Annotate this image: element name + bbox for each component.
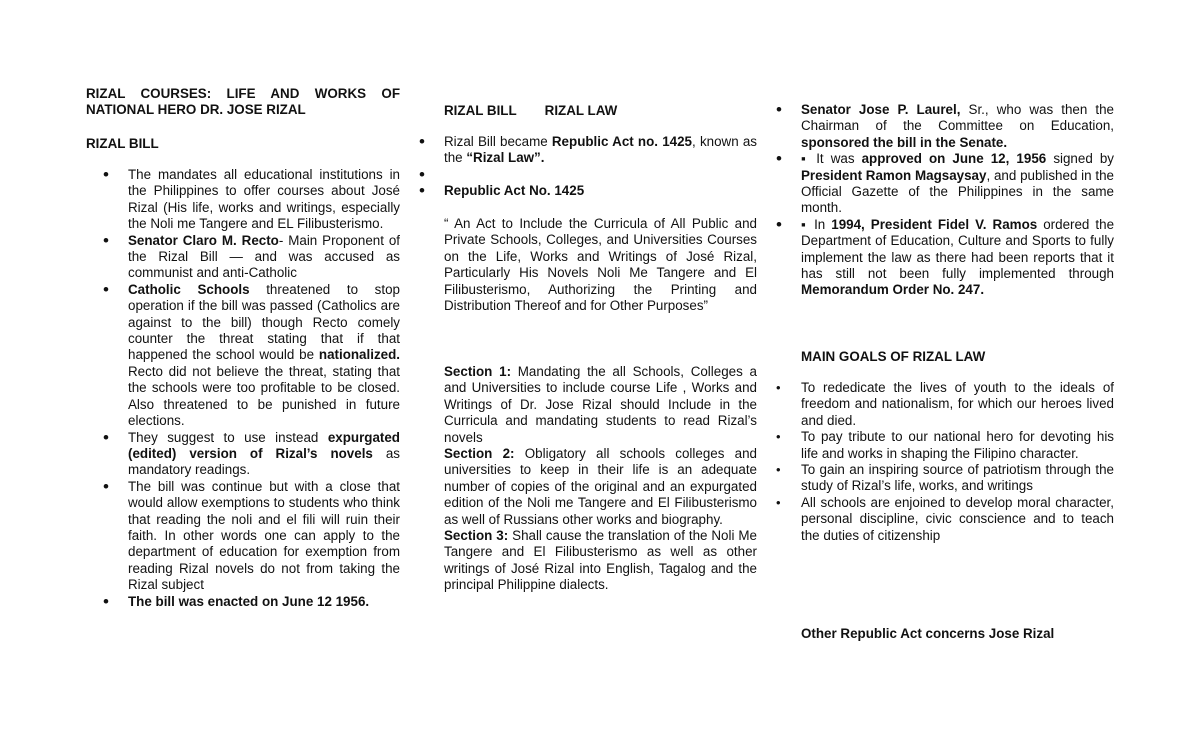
list-item: • They suggest to use instead expurgated (edited) version of Rizal’s novels as mandatory readings. bbox=[86, 430, 400, 479]
section-2: Section 2: Obligatory all schools colleges and universities to keep in their life is an adequate number of copies of the original and an expurgated edition of the Noli me Tangere and El Filibusterismo as well of Russians other works and biography. bbox=[444, 446, 757, 527]
list-item bbox=[402, 167, 757, 183]
other-acts-heading: Other Republic Act concerns Jose Rizal bbox=[801, 626, 1055, 641]
list-item: • Republic Act No. 1425 bbox=[402, 183, 757, 199]
list-item: • The bill was continue but with a close that would allow exemptions to students who think that reading the noli and el fili will ruin their faith. In other words one can apply to the department of education for exemption from reading Rizal novels do not from taking the Rizal subject bbox=[86, 479, 400, 594]
laurel-list bbox=[759, 102, 1114, 299]
list-item: • Senator Claro M. Recto- Main Proponent of the Rizal Bill — and was accused as communist and anti-Catholic bbox=[86, 233, 400, 282]
list-item: • The mandates all educational institutions in the Philippines to offer courses about José Rizal (His life, works and writings, especially the Noli me Tangere and EL Filibusterismo. bbox=[86, 167, 400, 233]
sections-block bbox=[444, 364, 757, 594]
main-goals-heading: MAIN GOALS OF RIZAL LAW bbox=[801, 349, 986, 364]
list-item: • To rededicate the lives of youth to the ideals of freedom and nationalism, for which our heroes lived and died. bbox=[759, 380, 1114, 429]
section-3: Section 3: Shall cause the translation of the Noli Me Tangere and El Filibusterismo as well as other writings of José Rizal into English, Tagalog and the principal Philippine dialects. bbox=[444, 528, 757, 593]
list-item: • To pay tribute to our national hero for devoting his life and works in shaping the Filipino character. bbox=[759, 429, 1114, 462]
list-item: • To gain an inspiring source of patriotism through the study of Rizal’s life, works, and writings bbox=[759, 462, 1114, 495]
list-item: • ▪ In 1994, President Fidel V. Ramos ordered the Department of Education, Culture and Sports to fully implement the law as there had been reports that it has still not been fully implemented through Memorandum Order No. 247. bbox=[759, 217, 1114, 299]
list-item: • Catholic Schools threatened to stop operation if the bill was passed (Catholics are against to the bill) though Recto comely counter the threat stating that if that happened the school would be nationalized. Recto did not believe the threat, stating that the schools were too profitable to be closed. Also threatened to be punished in future elections. bbox=[86, 282, 400, 430]
rizal-law-heading: RIZAL BILL RIZAL LAW bbox=[444, 103, 618, 118]
list-item: • ▪ It was approved on June 12, 1956 signed by President Ramon Magsaysay, and published in the Official Gazette of the Philippines in the same month. bbox=[759, 151, 1114, 217]
rizal-bill-list bbox=[86, 167, 400, 610]
list-item: • The bill was enacted on June 12 1956. bbox=[86, 594, 400, 610]
rizal-law-list bbox=[402, 134, 757, 200]
rizal-bill-heading: RIZAL BILL bbox=[86, 136, 159, 151]
main-goals-list bbox=[759, 380, 1114, 544]
list-item: • All schools are enjoined to develop moral character, personal discipline, civic conscience and to teach the duties of citizenship bbox=[759, 495, 1114, 544]
section-1: Section 1: Mandating the all Schools, Colleges a and Universities to include course Life , Works and Writings of Dr. Jose Rizal should Include in the Curricula and mandating students to read Rizal’s novels bbox=[444, 364, 757, 445]
document-title: RIZAL COURSES: LIFE AND WORKS OF NATIONAL HERO DR. JOSE RIZAL bbox=[86, 86, 400, 118]
list-item: • Rizal Bill became Republic Act no. 1425, known as the “Rizal Law”. bbox=[402, 134, 757, 167]
list-item: • Senator Jose P. Laurel, Sr., who was then the Chairman of the Committee on Education, sponsored the bill in the Senate. bbox=[759, 102, 1114, 151]
act-title-quote: “ An Act to Include the Curricula of All Public and Private Schools, Colleges, and Universities Courses on the Life, Works and Writings of José Rizal, Particularly His Novels Noli Me Tangere and El Filibusterismo, Authorizing the Printing and Distribution Thereof and for Other Purposes” bbox=[444, 216, 757, 314]
